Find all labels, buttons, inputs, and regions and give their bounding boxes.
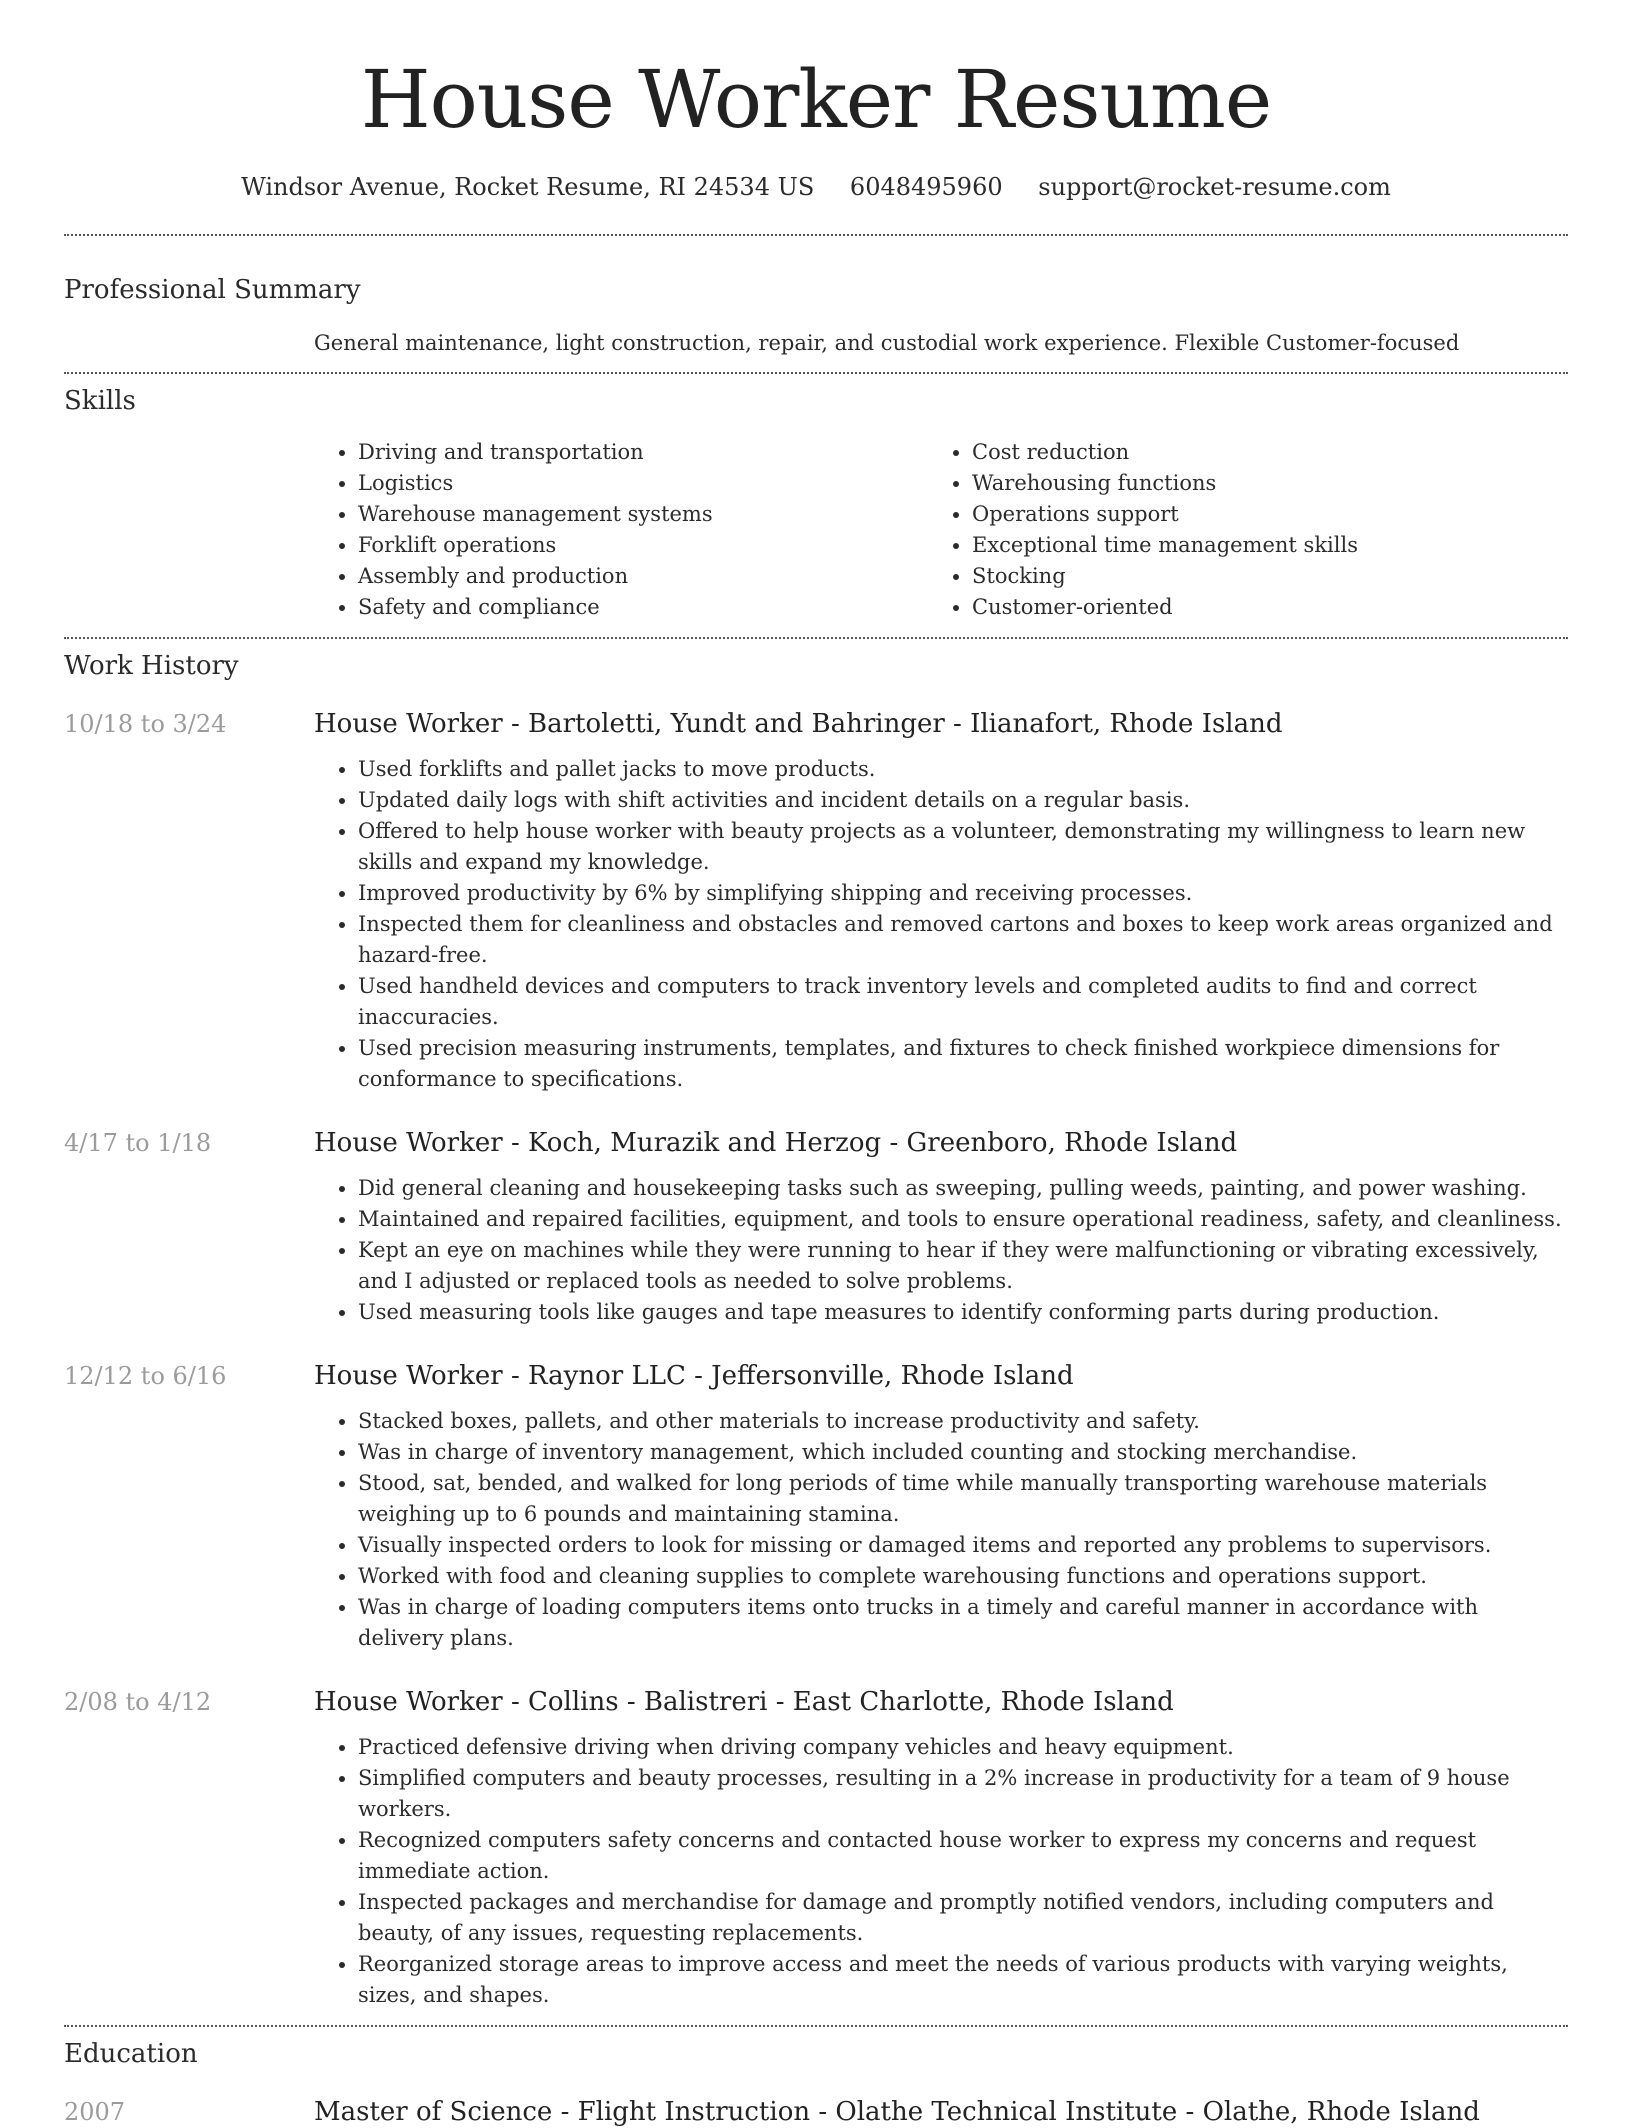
education-heading: Master of Science - Flight Instruction - Olathe Technical Institute - Olathe, Rhode Island [314,2097,1480,2127]
summary-title: Professional Summary [64,275,361,305]
job-bullet: • Recognized computers safety concerns and contacted house worker to express my concerns and request immediate action. [358,1825,1568,1887]
job-bullet: • Used handheld devices and computers to track inventory levels and completed audits to find and correct inaccuracies. [358,971,1568,1033]
job-bullet: • Updated daily logs with shift activities and incident details on a regular basis. [358,785,1568,816]
job-body [314,1360,1568,1654]
job-bullet: • Offered to help house worker with beauty projects as a volunteer, demonstrating my willingness to learn new skills and expand my knowledge. [358,816,1568,878]
contact-line [64,172,1568,202]
skill-item: • Safety and compliance [358,592,928,623]
job-heading: House Worker - Bartoletti, Yundt and Bahringer - Ilianafort, Rhode Island [314,709,1283,739]
skills-title: Skills [64,386,136,416]
job-heading: House Worker - Koch, Murazik and Herzog - Greenboro, Rhode Island [314,1128,1238,1158]
job-bullet: • Inspected them for cleanliness and obstacles and removed cartons and boxes to keep work areas organized and hazard-free. [358,909,1568,971]
skill-item: • Warehouse management systems [358,499,928,530]
job-bullet: • Stacked boxes, pallets, and other materials to increase productivity and safety. [358,1406,1568,1437]
job-dates: 12/12 to 6/16 [64,1362,227,1390]
skill-item: • Exceptional time management skills [972,530,1542,561]
divider [64,372,1568,374]
summary-section [64,274,1568,357]
job-bullet: • Was in charge of loading computers items onto trucks in a timely and careful manner in accordance with delivery plans. [358,1592,1568,1654]
job-bullet: • Used forklifts and pallet jacks to move products. [358,754,1568,785]
job-bullet: • Stood, sat, bended, and walked for long periods of time while manually transporting warehouse materials weighing up to 6 pounds and maintaining stamina. [358,1468,1568,1530]
job-body [314,1686,1568,2011]
job-bullet: • Was in charge of inventory management, which included counting and stocking merchandise. [358,1437,1568,1468]
job-bullet: • Worked with food and cleaning supplies to complete warehousing functions and operations support. [358,1561,1568,1592]
education-entry [64,2096,1568,2128]
job-bullets [314,1406,1568,1654]
job-bullet: • Maintained and repaired facilities, equipment, and tools to ensure operational readiness, safety, and cleanliness. [358,1204,1568,1235]
skills-grid [314,437,1568,623]
work-title: Work History [64,651,239,681]
job-bullet: • Practiced defensive driving when driving company vehicles and heavy equipment. [358,1732,1568,1763]
job-bullet: • Inspected packages and merchandise for damage and promptly notified vendors, including computers and beauty, of any issues, requesting replacements. [358,1887,1568,1949]
education-body [314,2096,1568,2128]
divider [64,234,1568,236]
job-heading: House Worker - Raynor LLC - Jeffersonville, Rhode Island [314,1361,1074,1391]
summary-text: General maintenance, light construction, repair, and custodial work experience. Flexible Customer-focused [314,331,1460,355]
job-entry [64,1360,1568,1654]
skills-section [64,385,1568,623]
job-bullet: • Simplified computers and beauty processes, resulting in a 2% increase in productivity for a team of 9 house workers. [358,1763,1568,1825]
job-bullet: • Used measuring tools like gauges and tape measures to identify conforming parts during production. [358,1297,1568,1328]
skill-item: • Customer-oriented [972,592,1542,623]
resume-title: House Worker Resume [360,53,1272,146]
education-section [64,2038,1568,2128]
skill-item: • Forklift operations [358,530,928,561]
education-title: Education [64,2039,198,2069]
job-bullet: • Used precision measuring instruments, templates, and fixtures to check finished workpiece dimensions for conformance to specifications. [358,1033,1568,1095]
skill-item: • Logistics [358,468,928,499]
job-dates: 2/08 to 4/12 [64,1688,212,1716]
skill-item: • Cost reduction [972,437,1542,468]
job-bullet: • Did general cleaning and housekeeping tasks such as sweeping, pulling weeds, painting, and power washing. [358,1173,1568,1204]
job-bullet: • Kept an eye on machines while they were running to hear if they were malfunctioning or vibrating excessively, and I adjusted or replaced tools as needed to solve problems. [358,1235,1568,1297]
resume-page [64,0,1568,2128]
skills-list-left [314,437,928,623]
job-bullets [314,754,1568,1095]
job-bullet: • Improved productivity by 6% by simplifying shipping and receiving processes. [358,878,1568,909]
job-entry [64,1686,1568,2011]
divider [64,637,1568,639]
skill-item: • Assembly and production [358,561,928,592]
skills-list-right [928,437,1542,623]
skills-column-left [314,437,928,623]
job-heading: House Worker - Collins - Balistreri - East Charlotte, Rhode Island [314,1687,1174,1717]
job-entry [64,1127,1568,1328]
contact-email: support@rocket-resume.com [1038,173,1391,201]
job-dates: 4/17 to 1/18 [64,1129,212,1157]
job-body [314,708,1568,1095]
job-bullet: • Visually inspected orders to look for missing or damaged items and reported any problems to supervisors. [358,1530,1568,1561]
skills-column-right [928,437,1542,623]
job-bullet: • Reorganized storage areas to improve access and meet the needs of various products with varying weights, sizes, and shapes. [358,1949,1568,2011]
work-section [64,650,1568,2011]
skill-item: • Warehousing functions [972,468,1542,499]
job-dates: 10/18 to 3/24 [64,710,227,738]
skill-item: • Driving and transportation [358,437,928,468]
job-bullets [314,1173,1568,1328]
education-year: 2007 [64,2098,126,2126]
job-body [314,1127,1568,1328]
job-bullets [314,1732,1568,2011]
job-entry [64,708,1568,1095]
contact-address: Windsor Avenue, Rocket Resume, RI 24534 US [241,173,815,201]
contact-phone: 6048495960 [849,173,1003,201]
skill-item: • Stocking [972,561,1542,592]
skill-item: • Operations support [972,499,1542,530]
divider [64,2025,1568,2027]
